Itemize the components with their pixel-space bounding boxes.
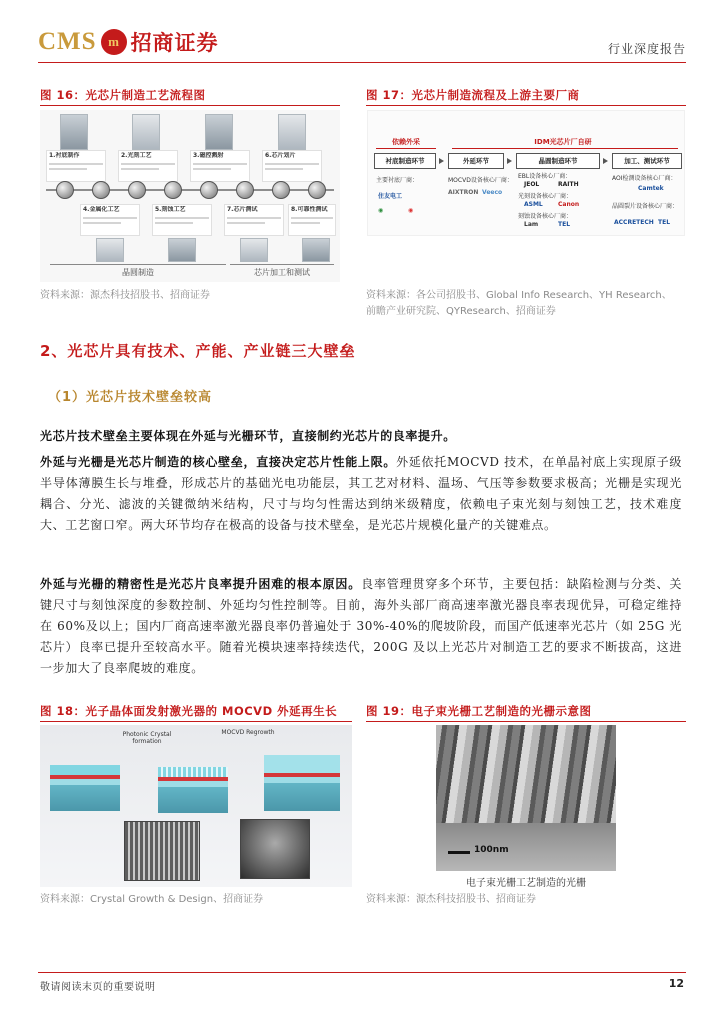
fig16-photo xyxy=(278,114,306,150)
sumitomo-logo: 住友电工 xyxy=(378,193,403,200)
fig16-photo xyxy=(132,114,160,150)
page-header xyxy=(38,26,686,62)
scale-bar xyxy=(448,851,470,854)
fig17-source-2: 前瞻产业研究院、QYResearch、招商证券 xyxy=(366,306,556,317)
fig16-band-chip: 芯片加工和测试 xyxy=(230,264,334,280)
lam-logo: Lam xyxy=(524,221,539,228)
arrow-right-icon xyxy=(439,158,444,164)
fig19-image-caption: 电子束光栅工艺制造的光栅 xyxy=(466,878,586,889)
fig16-step: 4.金属化工艺 xyxy=(80,204,140,236)
raith-logo: RAITH xyxy=(558,181,579,188)
fig17-label: AOI检测设备核心厂商： xyxy=(612,175,677,182)
fig18-label-pc: Photonic Crystal formation xyxy=(122,731,172,745)
fig17-stage-box: 外延环节 xyxy=(448,153,504,169)
fig18-caption: 图 18：光子晶体面发射激光器的 MOCVD 外延再生长 xyxy=(40,700,352,722)
fig16-photo xyxy=(240,238,268,262)
footer-disclaimer: 敬请阅读末页的重要说明 xyxy=(40,982,156,993)
fig19-substrate xyxy=(436,823,616,871)
fig17-label: 光刻设备核心厂商： xyxy=(518,193,573,200)
fig17-label: 晶圆裂片设备核心厂商： xyxy=(612,203,679,210)
arrow-right-icon xyxy=(507,158,512,164)
paragraph-3-lead: 外延与光栅的精密性是光芯片良率提升困难的根本原因。 xyxy=(40,577,362,591)
substrate-logo: ◉ xyxy=(408,207,414,214)
aixtron-logo: AIXTRON xyxy=(448,189,479,196)
logo-badge-icon: m xyxy=(101,29,127,55)
fig16-step: 2.光刻工艺 xyxy=(118,150,178,182)
camtek-logo: Camtek xyxy=(638,185,664,192)
fig19-source: 资料来源：源杰科技招股书、招商证券 xyxy=(366,894,536,905)
page-number: 12 xyxy=(668,977,684,990)
fig16-caption: 图 16：光芯片制造工艺流程图 xyxy=(40,84,340,106)
scale-bar-label: 100nm xyxy=(474,845,509,855)
fig17-stage-box: 衬底制造环节 xyxy=(374,153,436,169)
wafer-icon xyxy=(200,181,218,199)
wafer-icon xyxy=(128,181,146,199)
fig18-mocvd-illustration xyxy=(40,725,352,887)
fig16-step: 5.刻蚀工艺 xyxy=(152,204,212,236)
fig16-step: 3.磁控溅射 xyxy=(190,150,250,182)
subsection-heading: （1）光芯片技术壁垒较高 xyxy=(48,390,213,405)
fig17-caption: 图 17：光芯片制造流程及上游主要厂商 xyxy=(366,84,686,106)
fig19-grating-sem xyxy=(436,725,616,871)
fig18-wafer-stack xyxy=(50,765,120,811)
jeol-logo: JEOL xyxy=(524,181,540,188)
fig17-stage-box: 加工、测试环节 xyxy=(612,153,682,169)
paragraph-1-lead: 光芯片技术壁垒主要体现在外延与光栅环节，直接制约光芯片的良率提升。 xyxy=(40,429,456,443)
paragraph-2-body: 外延依托MOCVD 技术，在单晶衬底上实现原子级半导体薄膜生长与堆叠，形成芯片的基础光电功能层，其工艺对材料、温场、气压等参数要求极高；光栅是实现光耦合、分光、滤波的关键微纳米结构，尺寸与均匀性需达到纳米级精度，依赖电子束光刻与刻蚀工艺，技术难度大、工艺窗口窄。两大环节均存在极高的设备与技术壁垒，是光芯片规模化量产的关键难点。 xyxy=(40,455,682,532)
fig16-photo xyxy=(96,238,124,262)
fig18-sem-image xyxy=(240,819,310,879)
footer-divider xyxy=(38,972,686,973)
fig16-source: 资料来源：源杰科技招股书、招商证券 xyxy=(40,290,210,301)
report-type: 行业深度报告 xyxy=(607,42,686,56)
fig16-step: 8.可靠性测试 xyxy=(288,204,336,236)
wafer-icon xyxy=(92,181,110,199)
substrate-logo: ◉ xyxy=(378,207,384,214)
fig16-process-arrow xyxy=(46,189,334,191)
fig19-grating-lines xyxy=(436,725,616,825)
fig17-label: EBL设备核心厂商： xyxy=(518,173,572,180)
header-divider xyxy=(38,62,686,63)
wafer-icon xyxy=(56,181,74,199)
paragraph-2 xyxy=(40,452,682,536)
fig17-supply-chain-diagram xyxy=(367,110,685,236)
fig16-photo xyxy=(205,114,233,150)
fig17-bracket xyxy=(376,148,436,149)
fig16-process-diagram xyxy=(40,110,340,282)
fig16-step: 7.芯片测试 xyxy=(224,204,284,236)
fig18-sem-image xyxy=(124,821,200,881)
wafer-icon xyxy=(308,181,326,199)
wafer-icon xyxy=(272,181,290,199)
fig17-bracket xyxy=(452,148,678,149)
section-heading: 2、光芯片具有技术、产能、产业链三大壁垒 xyxy=(40,342,356,360)
logo-cn-text: 招商证券 xyxy=(130,30,219,55)
fig17-label: 主要衬底厂商： xyxy=(376,177,419,184)
fig18-label-mocvd: MOCVD Regrowth xyxy=(221,729,275,736)
wafer-icon xyxy=(236,181,254,199)
logo-cms-text: CMS xyxy=(38,28,97,55)
paragraph-1 xyxy=(40,426,682,447)
paragraph-3 xyxy=(40,574,682,679)
cms-logo xyxy=(38,28,219,56)
tel-logo: TEL xyxy=(658,219,671,226)
fig17-label: 刻蚀设备核心厂商： xyxy=(518,213,573,220)
veeco-logo: Veeco xyxy=(482,189,503,196)
arrow-right-icon xyxy=(603,158,608,164)
accretech-logo: ACCRETECH xyxy=(614,219,654,226)
fig16-photo xyxy=(302,238,330,262)
asml-logo: ASML xyxy=(524,201,543,208)
paragraph-3-body: 良率管理贯穿多个环节，主要包括：缺陷检测与分类、关键尺寸与刻蚀深度的参数控制、外延均匀性控制等。目前，海外头部厂商高速率激光器良率表现优异，可稳定维持在 60%及以上；国内厂商高速率激光器良率仍普遍处于 30%-40%的爬坡阶段，而国产低速率光芯片（如 25G 光芯片）良率已提升至较高水平。随着光模块速率持续迭代，200G 及以上光芯片对制造工艺的要求不断拔高，这进一步加大了良率爬坡的难度。 xyxy=(40,577,682,675)
paragraph-2-lead: 外延与光栅是光芯片制造的核心壁垒，直接决定芯片性能上限。 xyxy=(40,455,397,469)
fig17-label: MOCVD设备核心厂商： xyxy=(448,177,513,184)
canon-logo: Canon xyxy=(558,201,580,208)
fig17-outsourced-label: 依赖外采 xyxy=(392,138,420,146)
fig18-source: 资料来源：Crystal Growth & Design、招商证券 xyxy=(40,894,264,905)
fig16-band-wafer: 晶圆制造 xyxy=(50,264,226,280)
fig17-idm-label: IDM光芯片厂自研 xyxy=(534,138,592,146)
fig16-photo xyxy=(168,238,196,262)
tel-logo: TEL xyxy=(558,221,571,228)
fig18-wafer-stack xyxy=(264,755,340,811)
fig17-stage-box: 晶圆制造环节 xyxy=(516,153,600,169)
fig19-caption: 图 19：电子束光栅工艺制造的光栅示意图 xyxy=(366,700,686,722)
fig17-source-1: 资料来源：各公司招股书、Global Info Research、YH Research、 xyxy=(366,290,672,301)
fig16-photo xyxy=(60,114,88,150)
fig18-wafer-stack xyxy=(158,767,228,813)
fig16-step: 6.芯片划片 xyxy=(262,150,322,182)
wafer-icon xyxy=(164,181,182,199)
fig16-step: 1.衬底制作 xyxy=(46,150,106,182)
